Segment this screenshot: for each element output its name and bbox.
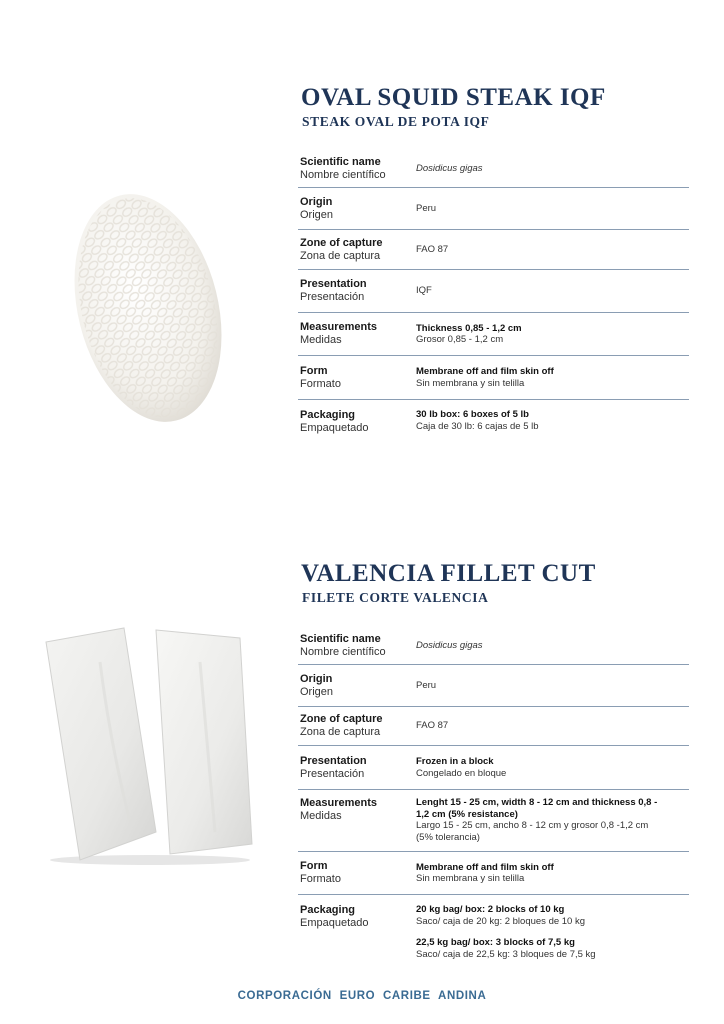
spec-value-bold: Membrane off and film skin off [416,861,554,873]
spec-label: Measurements [300,321,378,333]
spec-value-bold: Thickness 0,85 - 1,2 cm [416,322,522,334]
spec-label: Presentation [300,754,367,767]
spec-label: Measurements [300,797,378,809]
spec-label-es: Presentación [300,291,365,303]
spec-label-es: Nombre científico [300,168,386,181]
spec-value: Saco/ caja de 20 kg: 2 bloques de 10 kg [416,915,586,927]
spec-label-es: Formato [300,873,341,885]
spec-value: Peru [416,679,437,691]
spec-row-presentation [298,746,689,790]
spec-label-es: Empaquetado [300,917,369,929]
product-subtitle: STEAK OVAL DE POTA IQF [302,114,490,129]
spec-label: Scientific name [300,632,381,645]
product-title: VALENCIA FILLET CUT [301,560,596,587]
spec-value: Dosidicus gigas [416,162,483,174]
spec-row-zone [298,230,689,270]
spec-row-scientific-name [298,150,689,188]
spec-table [298,150,689,440]
spec-label: Zone of capture [300,236,383,249]
spec-row-measurements [298,313,689,356]
spec-row-zone [298,707,689,746]
spec-label-es: Zona de captura [300,726,381,738]
spec-value: FAO 87 [416,720,449,732]
spec-value-bold: 30 lb box: 6 boxes of 5 lb [416,409,529,420]
spec-value: Largo 15 - 25 cm, ancho 8 - 12 cm y grosor 0,8 -1,2 cm (5% tolerancia) [416,820,649,843]
spec-value-bold: Frozen in a block [416,756,494,767]
spec-label-es: Nombre científico [300,645,386,658]
spec-label-es: Presentación [300,767,365,780]
spec-label: Origin [300,672,333,685]
spec-row-origin [298,188,689,230]
spec-row-form [298,356,689,400]
spec-value: Dosidicus gigas [416,639,483,651]
spec-label: Packaging [300,409,356,421]
spec-value: Peru [416,202,437,214]
company-footer: CORPORACIÓN EURO CARIBE ANDINA [237,990,487,1002]
spec-row-origin [298,665,689,707]
spec-row-form [298,852,689,895]
spec-row-presentation [298,270,689,313]
spec-label: Scientific name [300,155,381,168]
spec-row-packaging [298,895,689,975]
spec-value: IQF [416,285,432,297]
valencia-fillet-image [40,622,260,867]
product-title: OVAL SQUID STEAK IQF [301,84,606,111]
spec-value: Sin membrana y sin telilla [416,873,525,884]
spec-value-2: Saco/ caja de 22,5 kg: 3 bloques de 7,5 kg [416,948,596,960]
spec-row-measurements [298,790,689,852]
product-subtitle: FILETE CORTE VALENCIA [302,590,489,605]
spec-value-bold: Membrane off and film skin off [416,366,554,377]
spec-label: Form [300,364,328,377]
spec-label: Presentation [300,278,367,290]
spec-label: Packaging [300,904,356,916]
spec-value: Caja de 30 lb: 6 cajas de 5 lb [416,420,539,432]
spec-label-es: Medidas [300,334,342,346]
spec-row-packaging [298,400,689,440]
spec-value: Grosor 0,85 - 1,2 cm [416,334,504,345]
spec-row-scientific-name [298,627,689,665]
spec-value: FAO 87 [416,243,449,255]
spec-label-es: Origen [300,685,334,698]
spec-label-es: Formato [300,377,341,390]
spec-label: Origin [300,195,333,208]
spec-value-bold: Lenght 15 - 25 cm, width 8 - 12 cm and thickness 0,8 - 1,2 cm (5% resistance) [416,797,658,820]
oval-squid-steak-image [68,188,228,428]
spec-label: Zone of capture [300,713,383,725]
spec-value: Sin membrana y sin telilla [416,377,525,389]
spec-label: Form [300,860,328,872]
spec-label-es: Medidas [300,810,342,822]
spec-table [298,627,689,975]
spec-label-es: Origen [300,208,334,221]
spec-value: Congelado en bloque [416,767,507,779]
spec-label-es: Empaquetado [300,422,369,434]
spec-value-bold-2: 22,5 kg bag/ box: 3 blocks of 7,5 kg [416,937,575,948]
spec-label-es: Zona de captura [300,249,381,262]
spec-value-bold: 20 kg bag/ box: 2 blocks of 10 kg [416,904,565,915]
